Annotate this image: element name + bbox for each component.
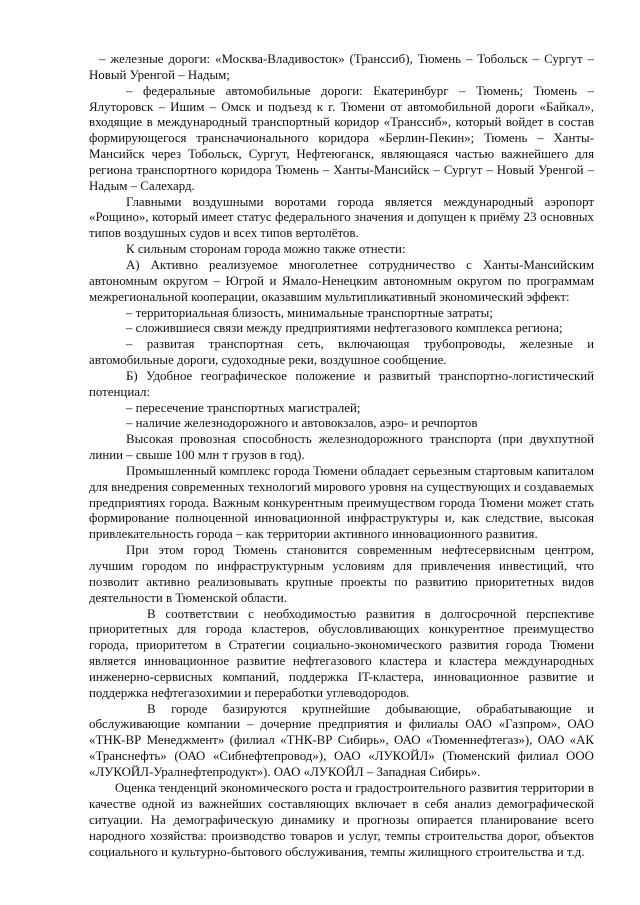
list-item-transport-network: – развитая транспортная сеть, включающая трубопроводы, железные и автомобильные дороги, судоходные реки, воздушное сообщение. [89,337,594,368]
paragraph-clusters: В соответствии с необходимостью развития в долгосрочной перспективе приоритетных для города кластеров, обусловливающих конкурентное преимущество города, приоритетом в Стратегии социально-экономического развития города Тюмени является инновационное развитие нефтегазового кластера и кластера международных инженерно-сервисных компаний, поддержка IT-кластера, инновационное развитие и поддержка нефтегазохимии и переработки углеводородов. [89,606,594,700]
paragraph-federal-roads: – федеральные автомобильные дороги: Екатеринбург – Тюмень; Тюмень – Ялуторовск – Ишим – Омск и подъезд к г. Тюмени от автомобильной дороги «Байкал», входящие в международный транспортный коридор «Транссиб», который войдет в состав формирующегося трансначионального коридора «Берлин-Пекин»; Тюмень – Ханты-Мансийск через Тобольск, Сургут, Нефтеюганск, являющаяся частью важнейшего для региона транспортного коридора Тюмень – Ханты-Мансийск – Сургут – Новый Уренгой – Надым – Салехард. [89,83,594,193]
paragraph-geography: Б) Удобное географическое положение и развитый транспортно-логистический потенциал: [89,368,594,399]
paragraph-oil-service-center: При этом город Тюмень становится современным нефтесервисным центром, лучшим городом по инфраструктурным условиям для привлечения инвестиций, что позволит активно реализовывать крупные проекты по развитию приоритетных видов деятельности в Тюменской области. [89,543,594,605]
paragraph-demography: Оценка тенденций экономического роста и градостроительного развития территории в качестве одной из важнейших составляющих включает в себя анализ демографической ситуации. На демографическую динамику и прогнозы опирается планирование всего народного хозяйства: производство товаров и услуг, темпы строительства дорог, объектов социального и культурно-бытового обслуживания, темпы жилищного строительства и т.д. [89,781,594,859]
list-item-proximity: – территориальная близость, минимальные транспортные затраты; [126,305,493,320]
paragraph-companies: В городе базируются крупнейшие добывающие, обрабатывающие и обслуживающие компании – дочерние предприятия и филиалы ОАО «Газпром», ОАО «ТНК-ВР Менеджмент» (филиал «ТНК-ВР Сибирь», ОАО «Тюменнефтегаз»), ОАО «АК «Транснефть» (ОАО «Сибнефтепровод»), ОАО «ЛУКОЙЛ» (Тюменский филиал ООО «ЛУКОЙЛ-Уралнефтепродукт»). ОАО «ЛУКОЙЛ – Западная Сибирь». [89,701,594,779]
list-item-highways: – пересечение транспортных магистралей; [126,400,361,415]
paragraph-industrial-complex: Промышленный комплекс города Тюмени обладает серьезным стартовым капиталом для внедрения современных технологий мирового уровня на существующих и создаваемых предприятиях города. Важным конкурентным преимуществом города Тюмени может стать формирование полноценной инновационной инфраструктуры и, как следствие, высокая привлекательность города – как территории активного инновационного развития. [89,463,594,542]
paragraph-strengths-intro: К сильным сторонам города можно также отнести: [126,242,406,257]
list-item-links: – сложившиеся связи между предприятиями нефтегазового комплекса региона; [126,321,563,336]
list-item-stations: – наличие железнодорожного и автовокзалов, аэро- и речпортов [126,416,478,431]
paragraph-cooperation: А) Активно реализуемое многолетнее сотрудничество с Ханты-Мансийским автономным округом – Югрой и Ямало-Ненецким автономным округом по программам межрегиональной кооперации, оказавшим мультипликативный экономический эффект: [89,257,594,304]
paragraph-railways: – железные дороги: «Москва-Владивосток» (Транссиб), Тюмень – Тобольск – Сургут – Новый Уренгой – Надым; [89,52,594,82]
paragraph-airport: Главными воздушными воротами города является международный аэропорт «Рощино», который имеет статус федерального значения и допущен к приёму 23 основных типов воздушных судов и всех типов вертолётов. [89,194,594,241]
document-page [89,52,594,861]
paragraph-rail-capacity: Высокая провозная способность железнодорожного транспорта (при двухпутной линии – свыше 100 млн т грузов в год). [89,432,594,463]
